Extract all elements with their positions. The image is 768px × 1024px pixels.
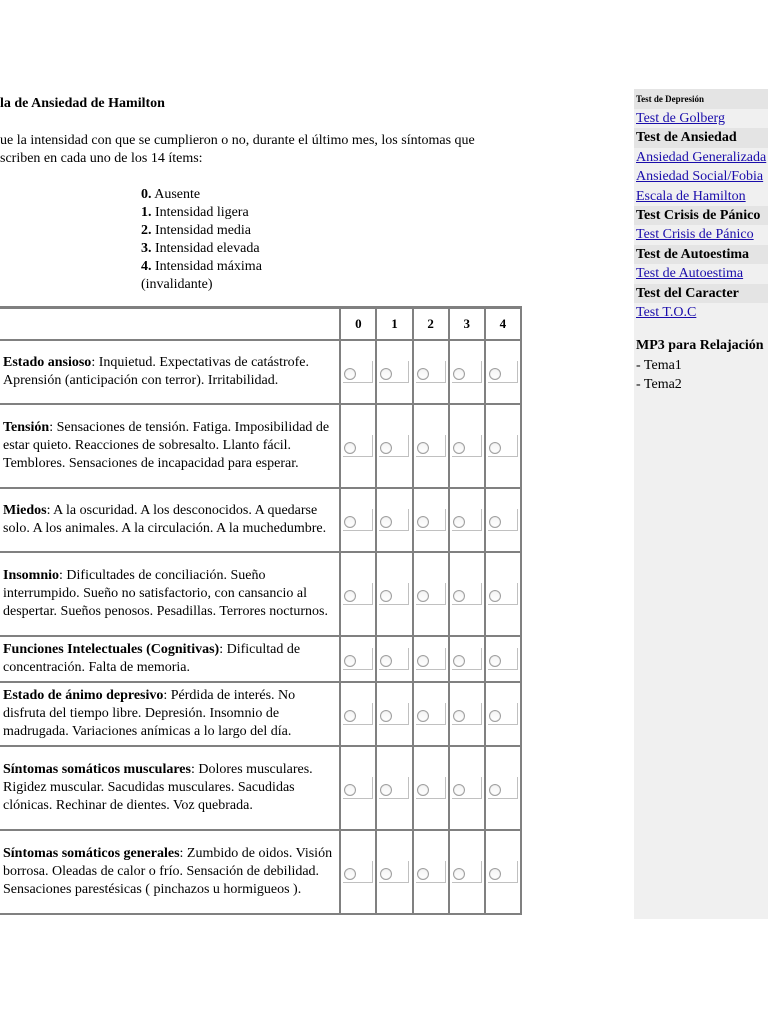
score-cell-3 — [449, 746, 485, 830]
radio-wrapper — [488, 435, 518, 457]
radio-wrapper — [452, 435, 482, 457]
score-cell-1 — [376, 636, 412, 682]
score-radio-4[interactable] — [489, 516, 501, 528]
sidebar-link-golberg[interactable]: Test de Golberg — [636, 111, 725, 126]
symptom-description — [0, 404, 340, 488]
symptom-detail: : Dificultad de concentración. Falta de memoria. — [3, 642, 301, 675]
score-cell-1 — [376, 830, 412, 914]
score-radio-0[interactable] — [344, 784, 356, 796]
radio-wrapper — [488, 648, 518, 670]
sidebar-link-ansiedad-generalizada[interactable]: Ansiedad Generalizada — [636, 149, 767, 165]
score-cell-1 — [376, 682, 412, 746]
radio-wrapper — [452, 361, 482, 383]
radio-wrapper — [416, 435, 446, 457]
symptom-description — [0, 746, 340, 830]
symptom-description — [0, 830, 340, 914]
score-cell-4 — [485, 404, 521, 488]
score-cell-4 — [485, 682, 521, 746]
table-row — [0, 830, 521, 914]
radio-wrapper — [452, 703, 482, 725]
table-row — [0, 404, 521, 488]
sidebar-heading-ansiedad: Test de Ansiedad — [634, 128, 768, 147]
score-cell-4 — [485, 830, 521, 914]
score-radio-0[interactable] — [344, 710, 356, 722]
sidebar-item-tema1[interactable]: - Tema1 — [636, 357, 682, 373]
sidebar-link-ansiedad-social[interactable]: Ansiedad Social/Fobia — [636, 169, 764, 185]
intro-line: scriben en cada uno de los 14 ítems: — [0, 151, 203, 166]
score-radio-0[interactable] — [344, 442, 356, 454]
symptom-detail: : Inquietud. Expectativas de catástrofe. Aprensión (anticipación con terror). Irritabilidad. — [3, 355, 310, 388]
score-cell-2 — [413, 488, 449, 552]
score-radio-1[interactable] — [380, 442, 392, 454]
hamilton-scale-table — [0, 306, 522, 915]
header-score-3: 3 — [449, 308, 485, 340]
radio-wrapper — [488, 861, 518, 883]
score-radio-0[interactable] — [344, 590, 356, 602]
symptom-description — [0, 682, 340, 746]
symptom-description — [0, 552, 340, 636]
sidebar-link-autoestima[interactable]: Test de Autoestima — [636, 266, 744, 282]
legend-item: 4. Intensidad máxima — [141, 259, 262, 274]
score-radio-3[interactable] — [453, 655, 465, 667]
radio-wrapper — [379, 703, 409, 725]
intensity-legend — [141, 186, 262, 294]
symptom-term: Síntomas somáticos musculares — [3, 762, 191, 777]
symptom-term: Funciones Intelectuales (Cognitivas) — [3, 642, 220, 657]
score-cell-4 — [485, 746, 521, 830]
score-cell-1 — [376, 746, 412, 830]
table-row — [0, 552, 521, 636]
score-cell-2 — [413, 636, 449, 682]
radio-wrapper — [379, 583, 409, 605]
radio-wrapper — [343, 703, 373, 725]
radio-wrapper — [343, 583, 373, 605]
radio-wrapper — [416, 861, 446, 883]
score-radio-2[interactable] — [417, 368, 429, 380]
header-score-2: 2 — [413, 308, 449, 340]
score-radio-0[interactable] — [344, 368, 356, 380]
score-radio-4[interactable] — [489, 784, 501, 796]
score-radio-2[interactable] — [417, 868, 429, 880]
table-header-row — [0, 308, 521, 340]
intro-text — [0, 132, 525, 168]
score-cell-0 — [340, 682, 376, 746]
radio-wrapper — [343, 509, 373, 531]
sidebar-heading-mp3: MP3 para Relajación — [636, 338, 764, 354]
score-radio-1[interactable] — [380, 590, 392, 602]
score-cell-0 — [340, 746, 376, 830]
radio-wrapper — [488, 361, 518, 383]
radio-wrapper — [343, 648, 373, 670]
radio-wrapper — [379, 648, 409, 670]
radio-wrapper — [452, 777, 482, 799]
radio-wrapper — [452, 583, 482, 605]
score-radio-2[interactable] — [417, 590, 429, 602]
legend-item: 2. Intensidad media — [141, 223, 252, 238]
radio-wrapper — [416, 648, 446, 670]
score-radio-4[interactable] — [489, 868, 501, 880]
sidebar-heading-caracter: Test del Caracter — [634, 284, 768, 303]
score-cell-1 — [376, 552, 412, 636]
symptom-description — [0, 488, 340, 552]
score-radio-2[interactable] — [417, 784, 429, 796]
symptom-detail: : Zumbido de oidos. Visión borrosa. Oleadas de calor o frío. Sensación de debilidad. Sensaciones parestésicas ( pinchazos u hormigueos ). — [3, 846, 333, 897]
symptom-description — [0, 636, 340, 682]
header-blank — [0, 308, 340, 340]
sidebar-heading-autoestima: Test de Autoestima — [634, 245, 768, 264]
symptom-term: Miedos — [3, 503, 47, 518]
table-row — [0, 488, 521, 552]
radio-wrapper — [416, 509, 446, 531]
radio-wrapper — [416, 361, 446, 383]
legend-item: 0. Ausente — [141, 187, 201, 202]
score-radio-3[interactable] — [453, 868, 465, 880]
score-cell-3 — [449, 340, 485, 404]
score-radio-4[interactable] — [489, 710, 501, 722]
score-radio-2[interactable] — [417, 442, 429, 454]
score-cell-2 — [413, 404, 449, 488]
score-radio-3[interactable] — [453, 516, 465, 528]
symptom-term: Síntomas somáticos generales — [3, 846, 180, 861]
sidebar-link-toc[interactable]: Test T.O.C — [636, 305, 697, 321]
radio-wrapper — [488, 777, 518, 799]
score-radio-3[interactable] — [453, 442, 465, 454]
score-radio-2[interactable] — [417, 710, 429, 722]
radio-wrapper — [488, 703, 518, 725]
score-cell-0 — [340, 552, 376, 636]
symptom-detail: : Pérdida de interés. No disfruta del tiempo libre. Depresión. Insomnio de madrugada. Variaciones anímicas a lo largo del día. — [3, 688, 296, 739]
symptom-detail: : Dolores musculares. Rigidez muscular. Sacudidas musculares. Sacudidas clónicas. Rechinar de dientes. Voz quebrada. — [3, 762, 313, 813]
score-cell-4 — [485, 488, 521, 552]
sidebar-heading-depresion: Test de Depresión — [634, 89, 768, 109]
symptom-detail: : A la oscuridad. A los desconocidos. A quedarse solo. A los animales. A la circulación. A la muchedumbre. — [3, 503, 327, 536]
score-cell-3 — [449, 682, 485, 746]
score-cell-0 — [340, 340, 376, 404]
symptom-term: Tensión — [3, 420, 50, 435]
sidebar — [634, 89, 768, 919]
radio-wrapper — [452, 648, 482, 670]
radio-wrapper — [343, 361, 373, 383]
score-cell-4 — [485, 636, 521, 682]
score-radio-4[interactable] — [489, 590, 501, 602]
sidebar-item-tema2[interactable]: - Tema2 — [636, 377, 682, 393]
radio-wrapper — [379, 435, 409, 457]
score-radio-2[interactable] — [417, 516, 429, 528]
symptom-term: Insomnio — [3, 568, 60, 583]
score-cell-1 — [376, 340, 412, 404]
score-radio-0[interactable] — [344, 868, 356, 880]
page-title: la de Ansiedad de Hamilton — [0, 96, 165, 111]
radio-wrapper — [343, 435, 373, 457]
score-radio-4[interactable] — [489, 368, 501, 380]
score-radio-3[interactable] — [453, 368, 465, 380]
radio-wrapper — [452, 509, 482, 531]
score-radio-3[interactable] — [453, 710, 465, 722]
score-radio-3[interactable] — [453, 784, 465, 796]
score-cell-0 — [340, 636, 376, 682]
score-cell-3 — [449, 488, 485, 552]
score-radio-1[interactable] — [380, 868, 392, 880]
score-cell-2 — [413, 746, 449, 830]
sidebar-link-panico[interactable]: Test Crisis de Pánico — [636, 227, 754, 243]
radio-wrapper — [416, 777, 446, 799]
radio-wrapper — [488, 509, 518, 531]
header-score-0: 0 — [340, 308, 376, 340]
score-cell-0 — [340, 404, 376, 488]
radio-wrapper — [452, 861, 482, 883]
radio-wrapper — [343, 777, 373, 799]
sidebar-heading-panico: Test Crisis de Pánico — [634, 206, 768, 225]
score-radio-4[interactable] — [489, 442, 501, 454]
radio-wrapper — [379, 861, 409, 883]
score-cell-2 — [413, 340, 449, 404]
score-radio-2[interactable] — [417, 655, 429, 667]
radio-wrapper — [379, 509, 409, 531]
header-score-4: 4 — [485, 308, 521, 340]
score-cell-0 — [340, 830, 376, 914]
score-radio-3[interactable] — [453, 590, 465, 602]
score-cell-0 — [340, 488, 376, 552]
score-radio-0[interactable] — [344, 655, 356, 667]
score-cell-2 — [413, 552, 449, 636]
radio-wrapper — [379, 777, 409, 799]
symptom-description — [0, 340, 340, 404]
score-cell-4 — [485, 340, 521, 404]
symptom-term: Estado de ánimo depresivo — [3, 688, 164, 703]
table-row — [0, 340, 521, 404]
score-radio-0[interactable] — [344, 516, 356, 528]
score-radio-1[interactable] — [380, 710, 392, 722]
score-cell-3 — [449, 552, 485, 636]
score-cell-3 — [449, 830, 485, 914]
symptom-detail: : Dificultades de conciliación. Sueño interrumpido. Sueño no satisfactorio, con cansancio al despertar. Sueños penosos. Pesadillas. Terrores nocturnos. — [3, 568, 328, 619]
score-radio-4[interactable] — [489, 655, 501, 667]
table-row — [0, 682, 521, 746]
table-row — [0, 746, 521, 830]
symptom-detail: : Sensaciones de tensión. Fatiga. Imposibilidad de estar quieto. Reacciones de sobresalto. Llanto fácil. Temblores. Sensaciones de incapacidad para esperar. — [3, 420, 330, 471]
radio-wrapper — [416, 583, 446, 605]
score-cell-1 — [376, 488, 412, 552]
sidebar-link-escala-hamilton[interactable]: Escala de Hamilton — [636, 188, 746, 204]
radio-wrapper — [379, 361, 409, 383]
score-radio-1[interactable] — [380, 655, 392, 667]
score-cell-2 — [413, 830, 449, 914]
table-row — [0, 636, 521, 682]
radio-wrapper — [343, 861, 373, 883]
header-score-1: 1 — [376, 308, 412, 340]
score-radio-1[interactable] — [380, 368, 392, 380]
radio-wrapper — [416, 703, 446, 725]
score-cell-3 — [449, 636, 485, 682]
score-cell-1 — [376, 404, 412, 488]
score-cell-3 — [449, 404, 485, 488]
symptom-term: Estado ansioso — [3, 355, 92, 370]
score-radio-1[interactable] — [380, 516, 392, 528]
legend-item: (invalidante) — [141, 277, 213, 292]
intro-line: ue la intensidad con que se cumplieron o no, durante el último mes, los síntomas que — [0, 133, 475, 148]
radio-wrapper — [488, 583, 518, 605]
legend-item: 3. Intensidad elevada — [141, 241, 260, 256]
score-radio-1[interactable] — [380, 784, 392, 796]
legend-item: 1. Intensidad ligera — [141, 205, 249, 220]
score-cell-2 — [413, 682, 449, 746]
score-cell-4 — [485, 552, 521, 636]
